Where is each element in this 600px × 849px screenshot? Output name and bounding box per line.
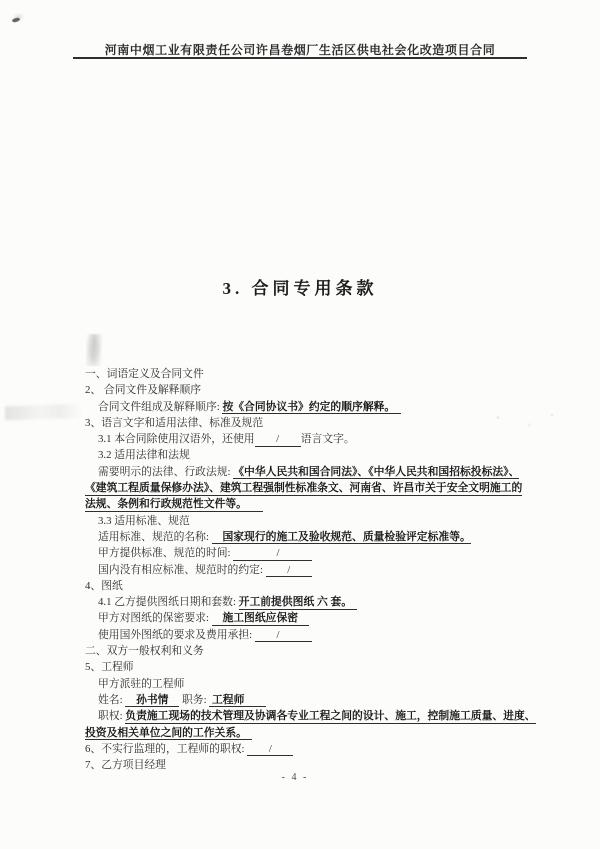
field-value: / [254,628,312,641]
doc-line [85,627,545,643]
scan-ghost-artifact [86,334,103,366]
field-label: 3.2 适用法律和法规 [98,449,190,462]
field-label: 4、图纸 [85,579,123,592]
doc-line [85,447,545,463]
scan-speck-artifact [12,17,21,23]
doc-line [85,676,545,692]
field-value: 《建筑工程质量保修办法》、建筑工程强制性标准条文、河南省、许昌市关于安全文明施工的 [85,482,523,495]
field-label: 二、双方一般权利和义务 [85,645,204,658]
field-value: / [265,563,312,576]
field-label: 适用标准、规范的名称: [98,530,212,543]
doc-line [85,725,545,741]
field-value: 工程师 [209,693,266,706]
doc-line [85,431,545,447]
field-value: / [247,742,294,755]
field-label: 国内没有相应标准、规范时的约定: [98,563,266,576]
field-label: 职权: [98,710,126,723]
doc-line [85,692,545,708]
doc-line [85,480,545,496]
doc-line [85,594,545,610]
doc-line [85,578,545,594]
field-label: 甲方派驻的工程师 [98,677,185,690]
field-label: 7、乙方项目经理 [85,759,166,772]
field-value: 法规、条例和行政规范性文件等。 [85,498,264,511]
field-label: 一、词语定义及合同文件 [85,368,204,380]
doc-line [85,562,545,578]
doc-line [85,415,545,431]
field-label: 使用国外图纸的要求及费用承担: [98,628,255,641]
field-label: 3.1 本合同除使用汉语外，还使用 [98,433,255,446]
page-title: 3. 合同专用条款 [222,279,378,298]
doc-line [85,399,545,415]
field-value: 国家现行的施工及验收规范、质量检验评定标准等。 [211,530,471,543]
field-value: 投资及相关单位之间的工作关系。 [85,726,253,739]
field-label: 4.1 乙方提供图纸日期和套数: [98,596,239,609]
doc-line [85,659,545,675]
doc-line [85,513,545,529]
doc-line [85,643,545,659]
doc-line [85,464,545,480]
field-label: 职务: [179,693,210,706]
field-label: 3.3 适用标准、规范 [98,514,190,527]
field-label: 3、语言文字和适用法律、标准及规范 [85,416,264,429]
field-label: 2、 合同文件及解释顺序 [85,384,202,397]
doc-line [85,708,545,724]
doc-line [85,545,545,561]
doc-line [85,529,545,545]
header-rule [73,57,527,59]
doc-line [85,496,545,512]
doc-line [85,741,545,757]
field-value: 孙书情 [125,693,180,706]
field-value: 按《合同协议书》约定的顺序解释。 [222,400,401,413]
field-label: 甲方对图纸的保密要求: [98,612,212,625]
doc-line [85,366,545,382]
field-label: 语言文字。 [300,433,355,446]
field-value: 负责施工现场的技术管理及协调各专业工程之间的设计、施工，控制施工质量、进度、 [125,710,536,723]
doc-line [85,757,545,773]
field-label: 合同文件组成及解释顺序: [98,400,223,413]
field-label: 6、不实行监理的，工程师的职权: [85,742,248,755]
field-value: 施工图纸应保密 [211,612,309,625]
doc-line [85,610,545,626]
field-label: 姓名: [98,693,126,706]
field-label: 5、工程师 [85,661,134,674]
field-value: / [254,433,301,446]
page-number: - 4 - [281,772,309,783]
field-value: 开工前提供图纸 六 套。 [238,596,358,609]
field-value: 《中华人民共和国合同法》、《中华人民共和国招标投标法》、 [233,465,520,478]
scan-smudge-artifact [5,404,83,421]
field-value: / [233,547,312,560]
page-header: 河南中烟工业有限责任公司许昌卷烟厂生活区供电社会化改造项目合同 [104,43,496,57]
field-label: 需要明示的法律、行政法规: [98,465,234,478]
document-body [85,366,545,773]
field-label: 甲方提供标准、规范的时间: [98,547,234,560]
doc-line [85,382,545,398]
